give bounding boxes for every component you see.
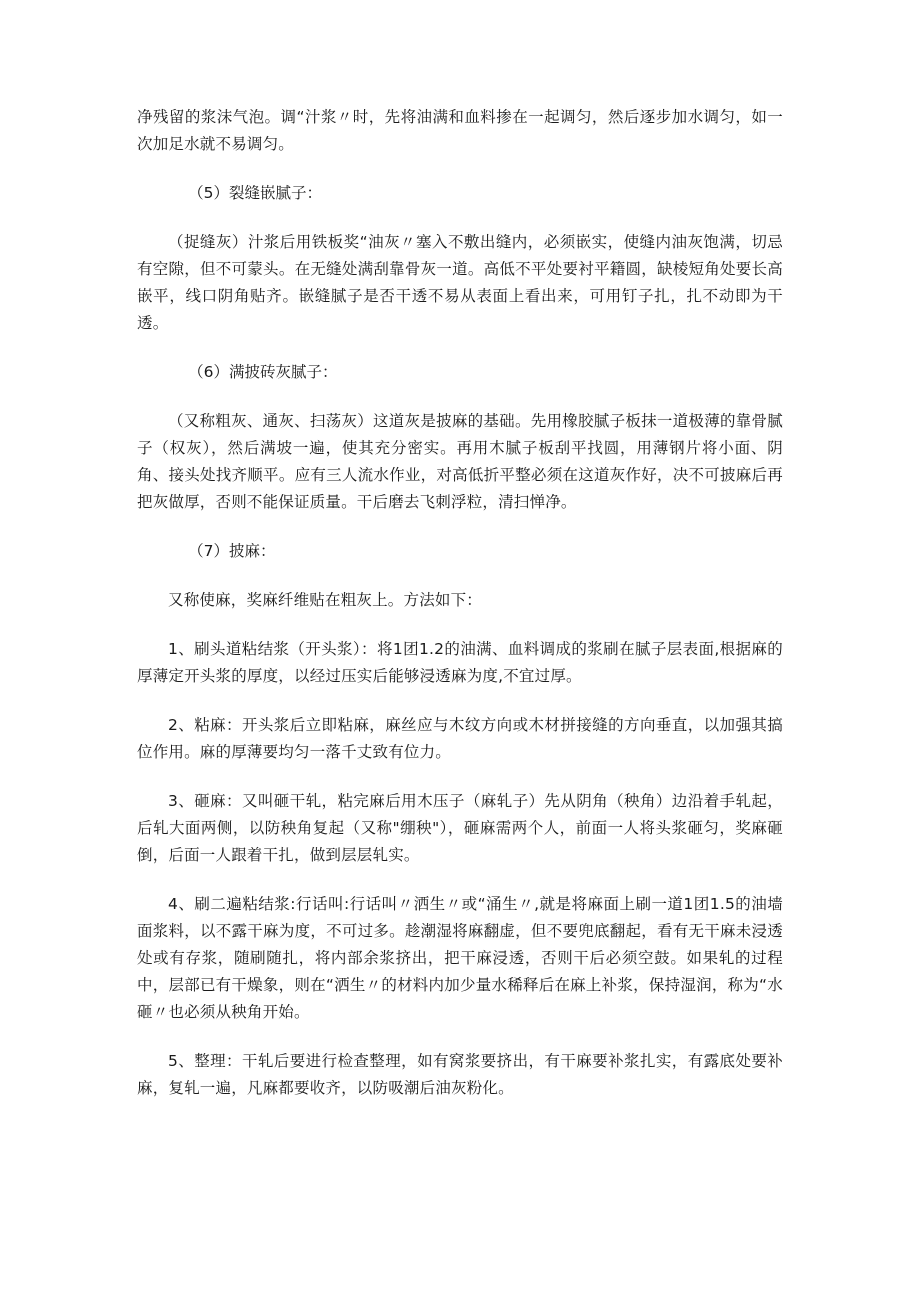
document-body [137,104,783,1102]
paragraph-coarse-putty: （又称粗灰、通灰、扫荡灰）这道灰是披麻的基础。先用橡胶腻子板抹一道极薄的靠骨腻子（权灰），然后满坡一遍，使其充分密实。再用木腻子板刮平找圆，用薄钢片将小面、阴角、接头处找齐顺平。应有三人流水作业，对高低折平整必须在这道灰作好，决不可披麻后再把灰做厚，否则不能保证质量。干后磨去飞刺浮粒，清扫惮净。 [137,412,783,511]
paragraph-crack-filling: （捉缝灰）汁浆后用铁板奖“油灰〃塞入不敷出缝内，必须嵌实，使缝内油灰饱满，切忌有空隙，但不可蒙头。在无缝处满刮靠骨灰一道。高低不平处要衬平籍圆，缺棱短角处要长高嵌平，线口阴角贴齐。嵌缝腻子是否干透不易从表面上看出来，可用钉子扎，扎不动即为干透。 [137,233,783,332]
paragraph-hemp-intro: 又称使麻，奖麻纤维贴在粗灰上。方法如下： [168,591,483,609]
paragraph-intro: 净残留的浆沫气泡。调“汁浆〃时，先将油满和血料掺在一起调匀，然后逐步加水调匀，如一次加足水就不易调匀。 [137,108,783,153]
paragraph-step-1: 1、刷头道粘结浆（开头浆）：将1团1.2的油满、血料调成的浆刷在腻子层表面,根据麻的厚薄定开头浆的厚度，以经过压实后能够浸透麻为度,不宜过厚。 [137,640,783,685]
paragraph-step-3: 3、砸麻：又叫砸干轧，粘完麻后用木压子（麻轧子）先从阴角（秧角）边沿着手轧起，后轧大面两侧，以防秧角复起（又称"绷秧"），砸麻需两个人，前面一人将头浆砸匀，奖麻砸倒，后面一人跟着干扎，做到层层轧实。 [137,792,783,864]
section-heading-7: （7）披麻： [188,542,276,560]
section-heading-6: （6）满披砖灰腻子： [188,363,338,381]
paragraph-step-4: 4、刷二遍粘结浆:行话叫:行话叫〃洒生〃或“涌生〃,就是将麻面上刷一道1团1.5的油墙面浆料，以不露干麻为度，不可过多。趁潮湿将麻翻虚，但不要兜底翻起，看有无干麻未浸透处或有存浆，随刷随扎，将内部余浆挤出，把干麻浸透，否则干后必须空鼓。如果轧的过程中，层部已有干燥象，则在“洒生〃的材料内加少量水稀释后在麻上补浆，保持湿润，称为“水砸〃也必须从秧角开始。 [137,895,783,1021]
paragraph-step-5: 5、整理：干轧后要进行检查整理，如有窝浆要挤出，有干麻要补浆扎实，有露底处要补麻，复轧一遍，凡麻都要收齐，以防吸潮后油灰粉化。 [137,1052,783,1097]
section-heading-5: （5）裂缝嵌腻子： [188,184,323,202]
paragraph-step-2: 2、粘麻：开头浆后立即粘麻，麻丝应与木纹方向或木材拼接缝的方向垂直，以加强其搞位作用。麻的厚薄要均匀一落千丈致有位力。 [137,716,783,761]
